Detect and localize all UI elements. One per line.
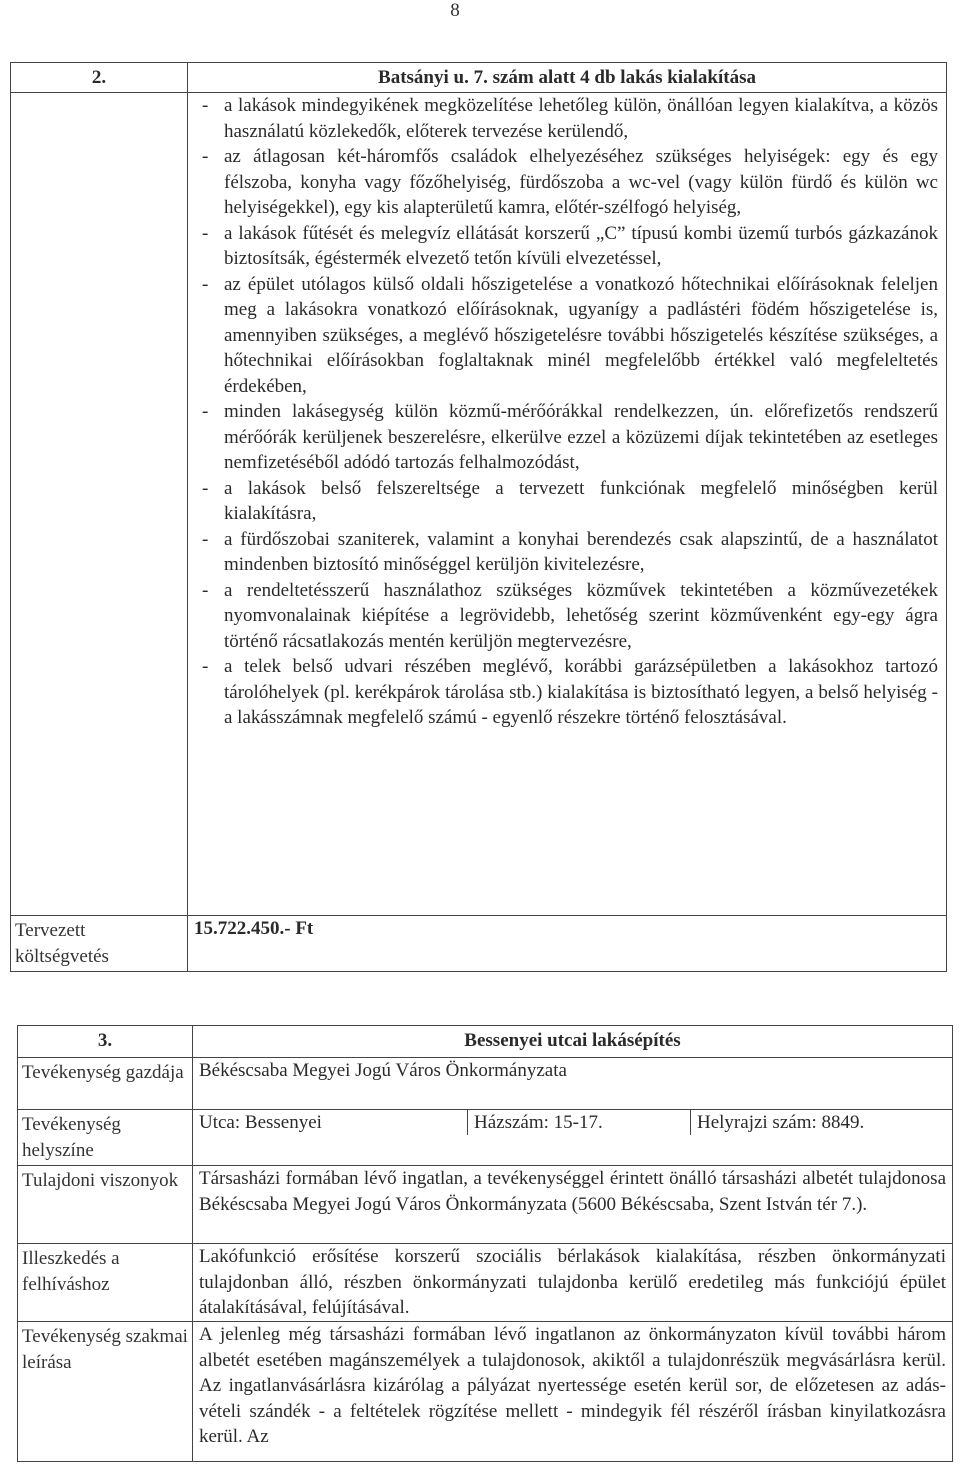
section-3-table [17, 1025, 953, 1462]
requirements-list [224, 93, 938, 731]
page-number: 8 [450, 0, 460, 21]
cost-label: Tervezett költségvetés [11, 916, 188, 972]
ownership-label: Tulajdoni viszonyok [18, 1166, 193, 1244]
list-item: - a fürdőszobai szaniterek, valamint a konyhai berendezés csak alapszintű, de a használatot mindenben biztosító minőséggel kerüljön kivitelezésre, [224, 527, 938, 578]
owner-label: Tevékenység gazdája [18, 1058, 193, 1110]
section-2-title: Batsányi u. 7. szám alatt 4 db lakás kialakítása [188, 63, 947, 93]
lot-number: Helyrajzi szám: 8849. [697, 1112, 865, 1133]
description-label: Tevékenység szakmai leírása [18, 1322, 193, 1462]
list-item: - a lakások belső felszereltsége a tervezett funkciónak megfelelő minőségben kerül kialakításra, [224, 476, 938, 527]
location-address [193, 1110, 952, 1135]
section-3-number: 3. [18, 1026, 193, 1058]
list-item: - a lakások fűtését és melegvíz ellátását korszerű „C” típusú kombi üzemű turbós gázkazánok biztosítsák, égéstermék elvezető tetőn kívüli elvezetéssel, [224, 221, 938, 272]
list-item: - az épület utólagos külső oldali hőszigetelése a vonatkozó hőtechnikai előírásoknak feleljen meg a lakásokra vonatkozó előírásoknak, ugyanígy a padlástéri födém hőszigetelése is, amennyiben szükséges, a meglévő hőszigetelésre további hőszigetelés készítése szükséges, a hőtechnikai előírásokban foglaltaknak minél megfelelőbb értékkel való megfeleltetés érdekében, [224, 272, 938, 400]
empty-label-cell [11, 93, 188, 916]
list-item: - az átlagosan két-háromfős családok elhelyezéséhez szükséges helyiségek: egy és egy félszoba, konyha vagy főzőhelyiség, fürdőszoba a wc-vel (vagy külön fürdő és külön wc helyiségekkel), egy kis alapterületű kamra, előtér-szélfogó helyiség, [224, 144, 938, 221]
description-value: A jelenleg még társasházi formában lévő ingatlanon az önkormányzaton kívül további három albetét esetében magánszemélyek a tulajdonosok, akiktől a tulajdonrészük megvásárlásra kerül. Az ingatlanvásárlásra kizárólag a pályázat nyertessége esetén kerül sor, de előzetesen az adás-vételi szándék - a feltételek rögzítése mellett - mindegyik fél részéről írásban kinyilatkozásra kerül. Az [193, 1322, 953, 1462]
house-number: Házszám: 15-17. [468, 1110, 691, 1135]
ownership-value: Társasházi formában lévő ingatlan, a tevékenységgel érintett önálló társasházi albetét tulajdonosa Békéscsaba Megyei Jogú Város Önkormányzata (5600 Békéscsaba, Szent István tér 7.). [193, 1166, 953, 1244]
section-2-requirements [188, 93, 947, 916]
owner-value: Békéscsaba Megyei Jogú Város Önkormányzata [193, 1058, 953, 1110]
street: Utca: Bessenyei [193, 1110, 468, 1135]
fit-label: Illeszkedés a felhíváshoz [18, 1244, 193, 1322]
location-label: Tevékenység helyszíne [18, 1110, 193, 1166]
list-item: - a lakások mindegyikének megközelítése lehetőleg külön, önállóan legyen kialakítva, a közös használatú közlekedők, előterek tervezése kerülendő, [224, 93, 938, 144]
list-item: - minden lakásegység külön közmű-mérőórákkal rendelkezzen, ún. előrefizetős rendszerű mérőórák kerüljenek beszerelésre, elkerülve ezzel a közüzemi díjak tekintetében az esetleges nemfizetéséből adódó tartozás felhalmozódást, [224, 399, 938, 476]
section-3-title: Bessenyei utcai lakásépítés [193, 1026, 953, 1058]
list-item: - a rendeltetésszerű használathoz szükséges közművek tekintetében a közművezetékek nyomvonalainak kiépítése a legrövidebb, lehetőség szerint közművenként egy-egy ágra történő rácsatlakozás mentén kerüljön megtervezésre, [224, 578, 938, 655]
section-2-table [10, 62, 947, 972]
fit-value: Lakófunkció erősítése korszerű szociális bérlakások kialakítása, részben önkormányzati tulajdonban álló, részben önkormányzati tulajdonba kerülő eredetileg más funkciójú épület átalakításával, felújításával. [193, 1244, 953, 1322]
cost-value: 15.722.450.- Ft [188, 916, 947, 972]
section-2-number: 2. [11, 63, 188, 93]
list-item: - a telek belső udvari részében meglévő, korábbi garázsépületben a lakásokhoz tartozó tárolóhelyek (pl. kerékpárok tárolása stb.) kialakítása is biztosítható legyen, a belső helyiség - a lakásszámnak megfelelő számú - egyenlő részekre történő felosztásával. [224, 654, 938, 731]
